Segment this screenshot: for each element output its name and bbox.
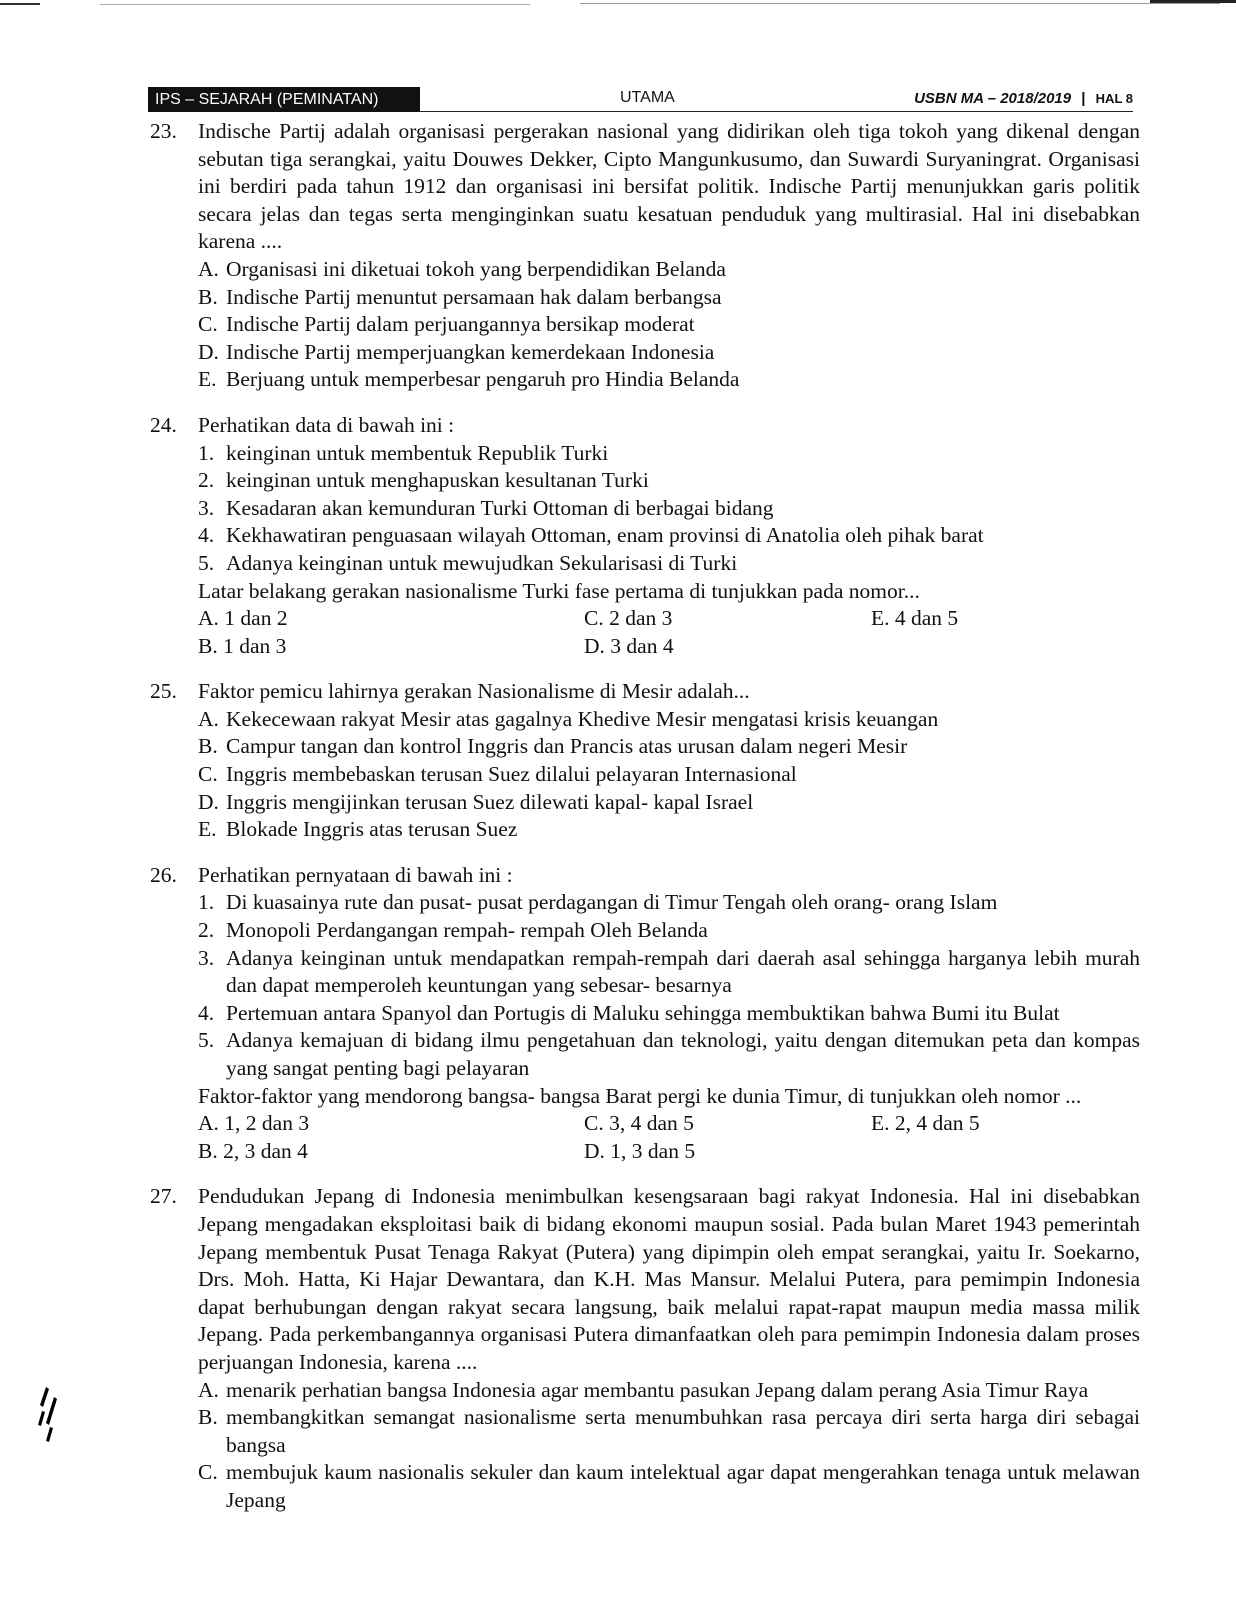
list-item: 4. Pertemuan antara Spanyol dan Portugis di Maluku sehingga membuktikan bahwa Bumi itu Bulat [198,1000,1060,1025]
list-item: 3. Adanya keinginan untuk mendapatkan rempah-rempah dari daerah asal sehingga harganya lebih murah dan dapat memperoleh keuntungan yang sebesar- besarnya [198,945,1140,998]
question-number: 26. [150,862,177,887]
question-prompt: Latar belakang gerakan nasionalisme Turki fase pertama di tunjukkan pada nomor... [198,578,920,603]
option-c: C. Indische Partij dalam perjuangannya bersikap moderat [198,312,695,337]
question-number: 25. [150,679,177,704]
list-item: 1. keinginan untuk membentuk Republik Turki [198,440,609,465]
option-a: A. menarik perhatian bangsa Indonesia agar membantu pasukan Jepang dalam perang Asia Timur Raya [198,1377,1089,1402]
option-c: C. 3, 4 dan 5 [584,1111,694,1136]
question-number: 24. [150,412,177,437]
list-item: 4. Kekhawatiran penguasaan wilayah Ottoman, enam provinsi di Anatolia oleh pihak barat [198,523,984,548]
option-c: C. Inggris membebaskan terusan Suez dilalui pelayaran Internasional [198,762,797,787]
page-header [148,87,1133,113]
option-a: A. Organisasi ini diketuai tokoh yang berpendidikan Belanda [198,256,726,281]
options-grid [198,1110,1140,1165]
question-stem: Pendudukan Jepang di Indonesia menimbulkan kesengsaraan bagi rakyat Indonesia. Hal ini disebabkan Jepang mengadakan eksploitasi baik di bidang ekonomi maupun sosial. Pada bulan Maret 1943 pemerintah Jepang membentuk Pusat Tenaga Rakyat (Putera) yang dipimpin oleh empat serangkai, yaitu Ir. Soekarno, Drs. Moh. Hatta, Ki Hajar Dewantara, dan K.H. Mas Mansur. Melalui Putera, para pemimpin Indonesia dapat berhubungan dengan rakyat secara langsung, baik melalui rapat-rapat maupun media massa milik Jepang. Pada perkembangannya organisasi Putera dimanfaatkan oleh para pemimpin Indonesia dalam proses perjuangan Indonesia, karena .... [198,1184,1140,1374]
option-b: B. Indische Partij menuntut persamaan hak dalam berbangsa [198,284,722,309]
page-number: HAL 8 [1095,91,1133,106]
question-number: 23. [150,119,177,143]
option-b: B. Campur tangan dan kontrol Inggris dan Prancis atas urusan dalam negeri Mesir [198,734,908,759]
list-item: 5. Adanya keinginan untuk mewujudkan Sekularisasi di Turki [198,550,738,575]
option-b: B. 2, 3 dan 4 [198,1138,308,1163]
option-d: D. Inggris mengijinkan terusan Suez dilewati kapal- kapal Israel [198,789,754,814]
question-list [150,118,1140,1533]
question-stem: Faktor pemicu lahirnya gerakan Nasionalisme di Mesir adalah... [198,679,750,704]
option-b: B. membangkitkan semangat nasionalisme serta menumbuhkan rasa percaya diri serta harga diri sebagai bangsa [198,1405,1140,1457]
option-e: E. 2, 4 dan 5 [871,1111,980,1136]
list-item: 3. Kesadaran akan kemunduran Turki Ottoman di berbagai bidang [198,495,774,520]
handwritten-mark-icon [30,1385,70,1445]
subject-label: IPS – SEJARAH (PEMINATAN) [148,87,420,112]
header-rule [420,111,1133,112]
question-stem: Perhatikan data di bawah ini : [198,412,455,437]
list-item: 5. Adanya kemajuan di bidang ilmu pengetahuan dan teknologi, yaitu dengan ditemukan peta dan kompas yang sangat penting bagi pelayaran [198,1028,1140,1080]
exam-name: USBN MA – 2018/2019 [914,90,1072,107]
question-23 [150,118,1140,394]
question-27 [150,1183,1140,1514]
question-24 [150,412,1140,660]
option-d: D. 1, 3 dan 5 [584,1138,696,1163]
list-item: 2. Monopoli Perdangangan rempah- rempah Oleh Belanda [198,918,708,943]
question-stem: Perhatikan pernyataan di bawah ini : [198,862,513,887]
option-d: D. 3 dan 4 [584,633,674,658]
question-stem: Indische Partij adalah organisasi pergerakan nasional yang didirikan oleh tiga tokoh yang dikenal dengan sebutan tiga serangkai, yaitu Douwes Dekker, Cipto Mangunkusumo, dan Suwardi Suryaningrat. Organisasi ini berdiri pada tahun 1912 dan organisasi ini bersifat politik. Indische Partij menunjukkan garis politik secara jelas dan tegas serta menginginkan suatu kesatuan penduduk yang multirasial. Hal ini disebabkan karena .... [198,119,1140,254]
option-c: C. 2 dan 3 [584,606,673,631]
option-c: C. membujuk kaum nasionalis sekuler dan kaum intelektual agar dapat mengerahkan tenaga untuk melawan Jepang [198,1460,1140,1512]
exam-type: UTAMA [620,89,675,106]
option-a: A. 1 dan 2 [198,606,288,631]
option-e: E. Blokade Inggris atas terusan Suez [198,817,518,842]
option-e: E. 4 dan 5 [871,606,959,631]
option-e: E. Berjuang untuk memperbesar pengaruh pro Hindia Belanda [198,367,740,392]
option-b: B. 1 dan 3 [198,633,287,658]
question-prompt: Faktor-faktor yang mendorong bangsa- bangsa Barat pergi ke dunia Timur, di tunjukkan oleh nomor ... [198,1083,1082,1108]
list-item: 2. keinginan untuk menghapuskan kesultanan Turki [198,468,649,493]
option-a: A. 1, 2 dan 3 [198,1111,310,1136]
question-25 [150,678,1140,844]
scan-artifact-top [0,0,1236,12]
question-number: 27. [150,1184,177,1209]
question-26 [150,862,1140,1166]
option-d: D. Indische Partij memperjuangkan kemerdekaan Indonesia [198,339,715,364]
list-item: 1. Di kuasainya rute dan pusat- pusat perdagangan di Timur Tengah oleh orang- orang Islam [198,890,998,915]
separator: | [1081,90,1086,107]
options-grid [198,605,1140,660]
exam-info [914,90,1133,107]
option-a: A. Kekecewaan rakyat Mesir atas gagalnya Khedive Mesir mengatasi krisis keuangan [198,706,939,731]
